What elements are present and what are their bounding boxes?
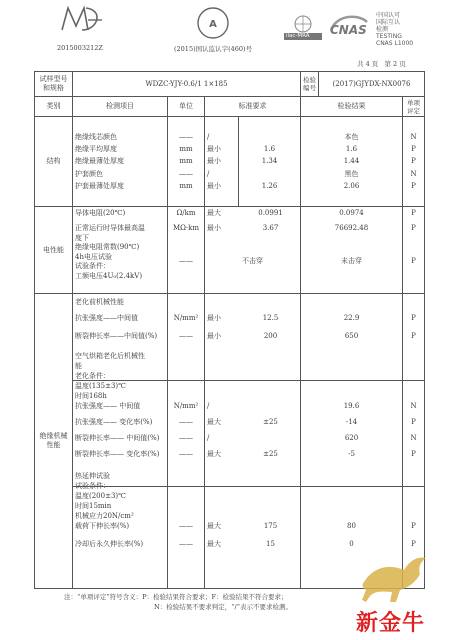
result-value: 620 (344, 434, 359, 442)
eval-value: P (411, 145, 416, 154)
req-value: 12.5 (262, 314, 279, 322)
item-text: 能 (75, 362, 82, 370)
cnas-cn-line: 中国认可 (376, 12, 401, 19)
cma-number: 2015003212Z (57, 44, 103, 52)
result-value: 19.6 (343, 402, 360, 410)
eval-value: N (410, 434, 417, 442)
req-label: 最小 (207, 145, 221, 154)
cnas-en-line: TESTING (376, 33, 402, 40)
unit-text: —— (179, 540, 193, 548)
req-label: 最小 (207, 332, 221, 340)
item-text: 试验条件： (75, 482, 110, 490)
result-value: 1.6 (345, 145, 358, 154)
req-label: 最小 (207, 314, 221, 322)
cal-number: (2015)国认监认字(460)号 (174, 45, 253, 53)
item-text: 绝缘电阻常数(90℃) (75, 243, 140, 251)
item-text: 试验条件： (75, 262, 110, 270)
eval-value: P (411, 209, 416, 217)
unit-text: —— (179, 522, 193, 530)
item-text: 时间168h (75, 392, 107, 400)
watermark-text: 新金牛 (356, 611, 426, 636)
item-text: 抗张强度—— 中间值 (75, 402, 141, 410)
item-text: 温度(135±3)℃ (75, 382, 126, 390)
req-value (241, 131, 298, 143)
result-value: 本色 (344, 133, 359, 142)
unit-text: mm (179, 181, 193, 190)
item-text: 空气烘箱老化后机械性 (75, 352, 145, 360)
ilac-mra-text: ilac-MRA (286, 33, 310, 39)
unit-text: N/mm² (173, 314, 199, 322)
req-label: 最小 (207, 224, 221, 232)
unit-text: —— (179, 332, 193, 340)
item-text: 绝缘最薄处厚度 (75, 157, 124, 166)
sample-label: 试样型号和规格 (35, 72, 73, 97)
cnas-en-line: CNAS L1000 (376, 40, 414, 47)
result-value: 80 (347, 522, 356, 530)
eval-value: P (411, 181, 416, 190)
unit-text: MΩ·km (172, 224, 200, 232)
col-header-unit: 单位 (168, 97, 205, 117)
report-no: (2017)GJYDX-NX0076 (319, 72, 425, 97)
req-value: 1.6 (263, 145, 276, 154)
svg-text:A: A (209, 19, 217, 30)
eval-value: N (410, 169, 417, 178)
req-label: 最小 (207, 157, 221, 166)
req-value: 1.26 (261, 181, 278, 190)
req-label: / (207, 434, 210, 442)
result-value: 76692.48 (334, 224, 369, 232)
req-label: 最大 (207, 209, 221, 217)
result-value: 黑色 (344, 169, 359, 178)
req-label: / (207, 169, 210, 178)
unit-text: —— (179, 450, 193, 458)
col-header-category: 类别 (35, 97, 73, 117)
result-value: 22.9 (343, 314, 360, 322)
req-label: 不击穿 (242, 257, 263, 265)
eval-value: P (411, 522, 416, 530)
item-text: 度下 (75, 233, 89, 242)
req-label: 最大 (207, 450, 221, 458)
req-value: ±25 (263, 450, 278, 458)
result-value: 650 (344, 332, 359, 340)
item-text: 断裂伸长率—— 变化率(%) (75, 450, 160, 458)
cal-logo (196, 6, 230, 40)
req-label: 最大 (207, 522, 221, 530)
item-text: 导体电阻(20℃) (75, 209, 126, 217)
eval-value: P (411, 257, 416, 265)
cma-logo (58, 4, 108, 34)
req-value: 1.34 (261, 157, 278, 166)
item-text: 载荷下伸长率(%) (75, 522, 130, 530)
eval-value: N (410, 402, 417, 410)
req-label: / (207, 402, 210, 410)
result-value: 0.0974 (339, 209, 364, 217)
col-header-item: 检测项目 (73, 97, 168, 117)
req-value: 0.0991 (258, 209, 283, 217)
eval-value: P (411, 450, 416, 458)
unit-text: mm (179, 145, 193, 154)
unit-text: —— (179, 133, 193, 142)
unit-text: —— (179, 257, 193, 265)
cnas-cn-line: 国际互认 (376, 19, 401, 26)
result-value: 0 (349, 540, 354, 548)
item-text: 正常运行时导体最高温 (75, 224, 145, 232)
section-electrical (35, 207, 425, 294)
req-value: 3.67 (262, 224, 279, 232)
unit-text: mm (179, 157, 193, 166)
item-list (75, 131, 165, 192)
col-header-eval: 单项评定 (403, 97, 425, 117)
result-value: 2.06 (343, 181, 360, 190)
item-text: 断裂伸长率——中间值(%) (75, 332, 158, 340)
item-text: 护套最薄处厚度 (75, 181, 124, 190)
item-text: 绝缘线芯颜色 (75, 133, 117, 142)
category-cell: 结构 (35, 117, 73, 207)
req-value: 200 (263, 332, 278, 340)
req-value: 15 (266, 540, 275, 548)
req-value (243, 433, 298, 449)
result-value: -14 (345, 418, 358, 426)
footnote-line: 注：“单项评定”符号含义：P：检验结果符合要求；F：检验结果不符合要求； (64, 593, 288, 601)
section-structure (35, 117, 425, 207)
req-label: 最大 (207, 540, 221, 548)
category-cell: 绝缘机械性能 (35, 294, 73, 589)
test-report-table (34, 71, 425, 589)
item-text: 4h电压试验 (75, 252, 112, 261)
item-text: 热延伸试验 (75, 472, 110, 480)
unit-text: —— (179, 434, 193, 442)
item-text: 工频电压4U₀(2.4kV) (75, 271, 143, 280)
eval-value: P (411, 418, 416, 426)
section-mechanical (35, 294, 425, 589)
category-cell: 电性能 (35, 207, 73, 294)
cnas-cn-line: 检测 (376, 26, 389, 33)
req-value (241, 168, 298, 180)
item-text: 机械应力20N/cm² (75, 512, 134, 520)
subrow-divider (72, 380, 424, 381)
unit-text: —— (179, 418, 193, 426)
eval-value: P (411, 540, 416, 548)
col-header-requirement: 标准要求 (205, 97, 301, 117)
report-label: 检验编号 (301, 72, 319, 97)
column-header-row (35, 97, 425, 117)
req-label: 最小 (207, 181, 221, 190)
item-text: 抗张强度—— 变化率(%) (75, 418, 153, 426)
req-value: ±25 (263, 418, 278, 426)
eval-value: P (411, 332, 416, 340)
item-text: 冷却后永久伸长率(%) (75, 540, 144, 548)
item-text: 温度(200±3)℃ (75, 492, 126, 500)
eval-value: P (411, 157, 416, 166)
cnas-text: CNAS (330, 23, 367, 37)
sample-info-row (35, 72, 425, 97)
eval-value: P (411, 314, 416, 322)
item-text: 断裂伸长率—— 中间值(%) (75, 434, 160, 442)
col-header-result: 检验结果 (301, 97, 403, 117)
page-info: 共 4 页 第 2 页 (357, 60, 406, 68)
cnas-cn-block (376, 12, 413, 47)
req-label: / (207, 133, 210, 142)
unit-text: Ω/km (176, 209, 196, 217)
bull-logo-icon (360, 552, 430, 604)
item-text: 时间15min (75, 502, 112, 510)
footnote-line: N：检验结果不要求判定，“/”表示不要求检测。 (154, 603, 293, 611)
item-text: 老化前机械性能 (75, 298, 124, 306)
sample-model: WDZC-YJY-0.6/1 1×185 (73, 72, 301, 97)
item-text: 抗张强度——中间值 (75, 314, 138, 322)
item-text: 绝缘平均厚度 (75, 145, 117, 154)
footnote (64, 592, 292, 612)
result-value: -5 (348, 450, 355, 458)
unit-text: —— (179, 169, 193, 178)
eval-value: P (411, 224, 416, 232)
item-text: 老化条件： (75, 372, 110, 380)
item-text: 护套颜色 (75, 169, 103, 178)
subrow-divider (72, 486, 424, 487)
req-value: 175 (263, 522, 278, 530)
result-value: 未击穿 (341, 257, 362, 265)
result-value: 1.44 (343, 157, 360, 166)
eval-value: N (410, 133, 417, 142)
unit-text: N/mm² (173, 402, 199, 410)
req-label: 最大 (207, 418, 221, 426)
req-value (243, 401, 298, 417)
